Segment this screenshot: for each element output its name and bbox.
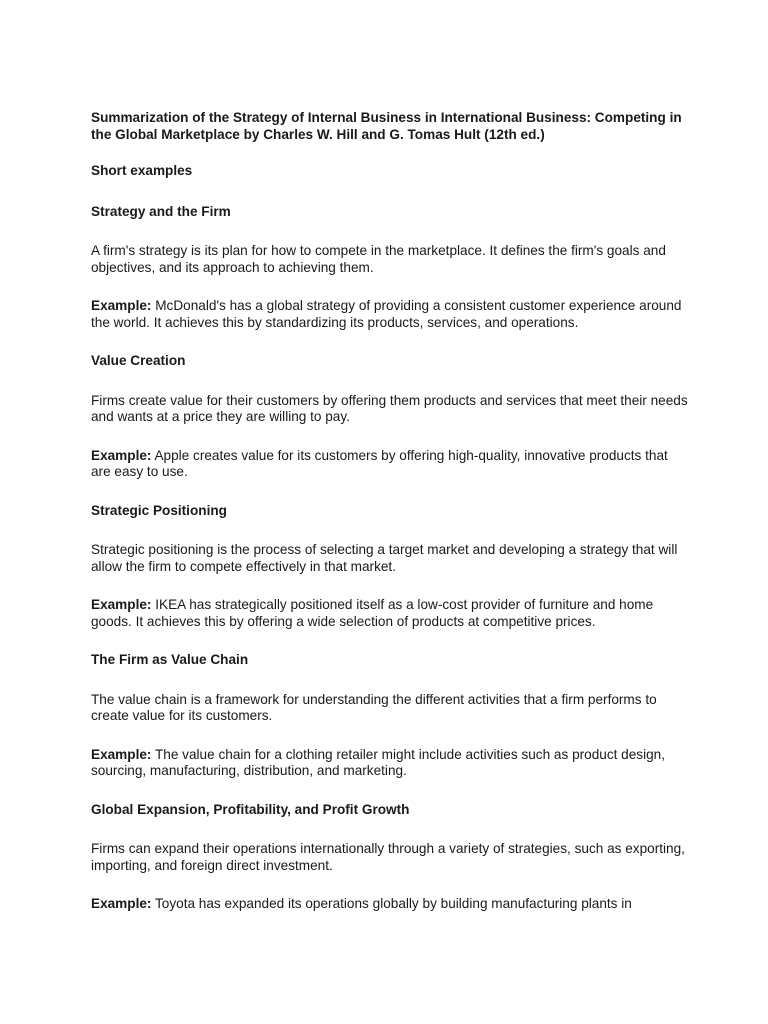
section-example — [91, 747, 691, 780]
document-subtitle: Short examples — [91, 163, 193, 178]
document-title: Summarization of the Strategy of Internal Business in International Business: Competing in the Global Marketplace by Charles W. Hill and G. Tomas Hult (12th ed.) — [91, 110, 682, 142]
example-label: Example: — [91, 597, 152, 612]
section-example — [91, 448, 691, 481]
section-heading: Strategy and the Firm — [91, 203, 231, 219]
example-text: Toyota has expanded its operations globally by building manufacturing plants in — [151, 896, 632, 911]
section-heading: Strategic Positioning — [91, 502, 227, 518]
section-heading: The Firm as Value Chain — [91, 652, 249, 667]
example-text: Apple creates value for its customers by offering high-quality, innovative products that are easy to use. — [91, 447, 668, 479]
section-example — [91, 298, 691, 331]
example-text: McDonald's has a global strategy of providing a consistent customer experience around the world. It achieves this by standardizing its products, services, and operations. — [91, 298, 682, 330]
section-body: A firm's strategy is its plan for how to compete in the marketplace. It defines the firm's goals and objectives, and its approach to achieving them. — [91, 243, 666, 275]
section-body: Firms create value for their customers by offering them products and services that meet their needs and wants at a price they are willing to pay. — [91, 392, 688, 424]
section-body: Firms can expand their operations internationally through a variety of strategies, such as exporting, importing, and foreign direct investment. — [91, 841, 685, 873]
section-heading: Value Creation — [91, 353, 186, 368]
example-label: Example: — [91, 896, 152, 911]
example-text: The value chain for a clothing retailer might include activities such as product design, sourcing, manufacturing, distribution, and marketing. — [91, 746, 666, 778]
section-body: Strategic positioning is the process of selecting a target market and developing a strategy that will allow the firm to compete effectively in that market. — [91, 542, 678, 574]
example-text: IKEA has strategically positioned itself as a low-cost provider of furniture and home goods. It achieves this by offering a wide selection of products at competitive prices. — [91, 597, 654, 629]
document-page — [91, 110, 691, 935]
section-example — [91, 597, 691, 630]
example-label: Example: — [91, 746, 152, 762]
section-body: The value chain is a framework for understanding the different activities that a firm performs to create value for its customers. — [91, 691, 657, 723]
example-label: Example: — [91, 298, 152, 313]
example-label: Example: — [91, 447, 152, 463]
section-heading: Global Expansion, Profitability, and Profit Growth — [91, 801, 410, 817]
section-example — [91, 896, 691, 913]
